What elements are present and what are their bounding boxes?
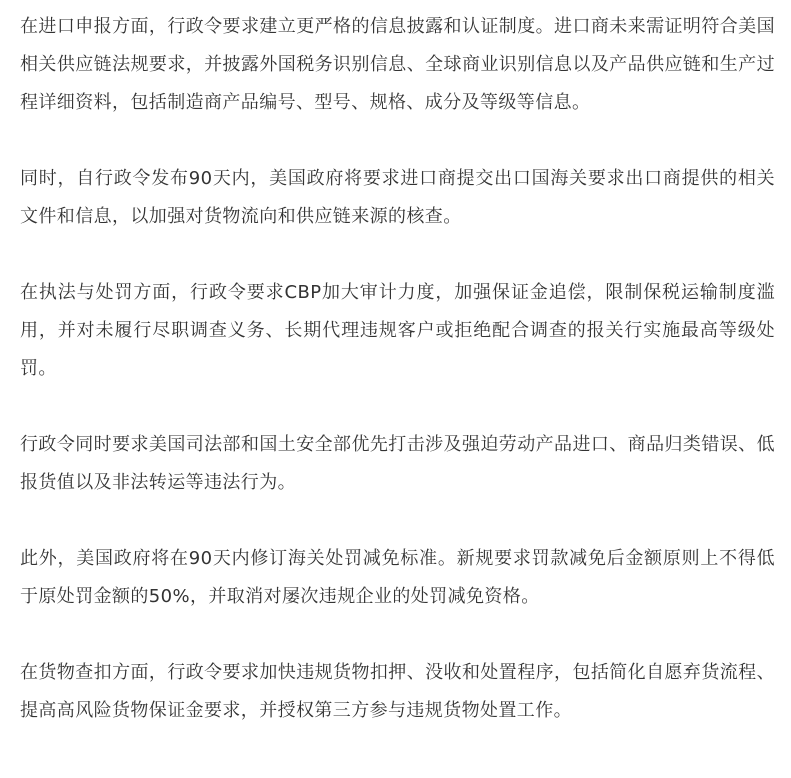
- paragraph-goods-seizure: 在货物查扣方面，行政令要求加快违规货物扣押、没收和处置程序，包括简化自愿弃货流程、提高高风险货物保证金要求，并授权第三方参与违规货物处置工作。: [20, 662, 775, 721]
- paragraph-priority-crackdown: 行政令同时要求美国司法部和国土安全部优先打击涉及强迫劳动产品进口、商品归类错误、低报货值以及非法转运等违法行为。: [20, 434, 775, 493]
- paragraph-import-declaration: 在进口申报方面，行政令要求建立更严格的信息披露和认证制度。进口商未来需证明符合美国相关供应链法规要求，并披露外国税务识别信息、全球商业识别信息以及产品供应链和生产过程详细资料，包括制造商产品编号、型号、规格、成分及等级等信息。: [20, 16, 775, 113]
- paragraph-enforcement-penalties: 在执法与处罚方面，行政令要求CBP加大审计力度，加强保证金追偿，限制保税运输制度滥用，并对未履行尽职调查义务、长期代理违规客户或拒绝配合调查的报关行实施最高等级处罚。: [20, 282, 775, 379]
- paragraph-penalty-mitigation: 此外，美国政府将在90天内修订海关处罚减免标准。新规要求罚款减免后金额原则上不得低于原处罚金额的50%，并取消对屡次违规企业的处罚减免资格。: [20, 548, 775, 607]
- paragraph-export-documents: 同时，自行政令发布90天内，美国政府将要求进口商提交出口国海关要求出口商提供的相关文件和信息，以加强对货物流向和供应链来源的核查。: [20, 168, 775, 227]
